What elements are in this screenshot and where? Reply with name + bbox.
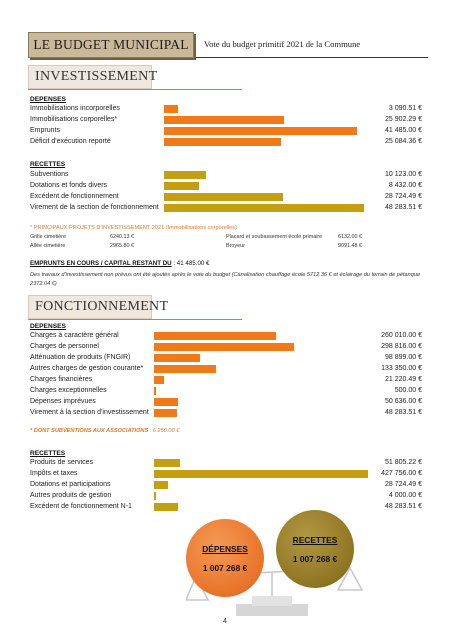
budget-row-value: 3 090.51 €	[388, 105, 422, 112]
budget-row-bar	[154, 343, 294, 351]
budget-row-value: 50 636.00 €	[385, 398, 422, 405]
budget-row-value: 4 000.00 €	[388, 492, 422, 499]
budget-row-bar	[154, 492, 156, 500]
subventions-note	[30, 428, 179, 434]
projet-amount: 6132.00 €	[338, 234, 362, 240]
budget-row	[30, 408, 422, 418]
budget-row	[30, 342, 422, 352]
budget-row-label: Déficit d'exécution reporté	[30, 138, 111, 145]
budget-row-bar	[154, 376, 164, 384]
budget-row-value: 10 123.00 €	[385, 171, 422, 178]
budget-row	[30, 203, 422, 213]
projet-label: Allée cimetière	[30, 243, 66, 249]
budget-row-bar	[154, 354, 200, 362]
inv-recettes-heading: RECETTES	[30, 161, 66, 168]
travaux-note: Des travaux d'investissement non prévus ont été ajoutés après le vote du budget (Canalisation chauffage école 5712.36 € et éclairage du terrain de pétanque 2372.04 €)	[30, 272, 421, 287]
page-number: 4	[223, 618, 227, 625]
budget-row	[30, 181, 422, 191]
budget-row	[30, 331, 422, 341]
budget-row-value: 21 220.49 €	[385, 376, 422, 383]
budget-row-label: Subventions	[30, 171, 69, 178]
budget-row-value: 427 756.00 €	[381, 470, 422, 477]
budget-row-bar	[154, 470, 368, 478]
budget-row-value: 48 283.51 €	[385, 204, 422, 211]
budget-row-bar	[164, 105, 178, 113]
budget-row-value: 48 283.51 €	[385, 503, 422, 510]
budget-row-label: Autres charges de gestion courante*	[30, 365, 144, 372]
recettes-total-circle	[276, 510, 354, 588]
title-rule	[196, 57, 428, 58]
budget-row-bar	[164, 171, 206, 179]
budget-row-bar	[154, 332, 276, 340]
section-title-fonctionnement: FONCTIONNEMENT	[28, 295, 152, 319]
budget-row	[30, 386, 422, 396]
budget-row-label: Excédent de fonctionnement	[30, 193, 119, 200]
budget-row-label: Charges exceptionnelles	[30, 387, 107, 394]
budget-row-bar	[154, 481, 168, 489]
page-title: LE BUDGET MUNICIPAL	[28, 32, 194, 58]
projet-label: Broyeur	[226, 243, 245, 249]
budget-row-label: Charges de personnel	[30, 343, 99, 350]
budget-row-label: Dotations et participations	[30, 481, 111, 488]
section-title-investissement: INVESTISSEMENT	[28, 65, 152, 89]
depenses-total-title: DÉPENSES	[202, 543, 248, 554]
budget-row	[30, 397, 422, 407]
budget-row-bar	[164, 182, 199, 190]
budget-row-label: Emprunts	[30, 127, 60, 134]
subventions-note-value: : 6 250.00 €	[148, 428, 180, 434]
budget-row-value: 260 010.00 €	[381, 332, 422, 339]
page-subtitle: Vote du budget primitif 2021 de la Commune	[204, 39, 361, 49]
budget-row-label: Immobilisations corporelles*	[30, 116, 118, 123]
recettes-total-title: RECETTES	[292, 534, 338, 545]
budget-row	[30, 170, 422, 180]
budget-row	[30, 480, 422, 490]
inv-depenses-heading: DEPENSES	[30, 96, 66, 103]
budget-row	[30, 115, 422, 125]
budget-row-value: 298 816.00 €	[381, 343, 422, 350]
depenses-total-circle	[186, 519, 264, 597]
budget-row-label: Virement à la section d'investissement	[30, 409, 149, 416]
budget-row-label: Atténuation de produits (FNGIR)	[30, 354, 131, 361]
fonc-depenses-heading: DEPENSES	[30, 323, 66, 330]
budget-row	[30, 502, 422, 512]
budget-row-value: 51 805.22 €	[385, 459, 422, 466]
emprunts-line	[30, 260, 210, 267]
emprunts-label: EMPRUNTS EN COURS / CAPITAL RESTANT DU	[30, 260, 172, 267]
budget-row-bar	[164, 138, 281, 146]
budget-row-label: Charges à caractère général	[30, 332, 119, 339]
budget-row	[30, 458, 422, 468]
projet-label: Placard et soubassement école primaire	[226, 234, 323, 240]
budget-row-bar	[164, 204, 364, 212]
budget-row-label: Autres produits de gestion	[30, 492, 112, 499]
budget-row-label: Charges financières	[30, 376, 93, 383]
budget-row-bar	[154, 398, 178, 406]
budget-row-bar	[154, 459, 180, 467]
budget-row-label: Immobilisations incorporelles	[30, 105, 120, 112]
subventions-note-label: * DONT SUBVENTIONS AUX ASSOCIATIONS	[30, 428, 149, 434]
budget-row-value: 98 899.00 €	[385, 354, 422, 361]
budget-row-label: Dépenses imprévues	[30, 398, 96, 405]
budget-row	[30, 104, 422, 114]
budget-row-value: 48 283.51 €	[385, 409, 422, 416]
projet-amount: 6240.13 €	[110, 234, 134, 240]
budget-row-label: Produits de services	[30, 459, 94, 466]
budget-row-bar	[164, 127, 357, 135]
budget-row-value: 28 724.49 €	[385, 193, 422, 200]
budget-row-bar	[154, 503, 178, 511]
budget-row-value: 28 724.49 €	[385, 481, 422, 488]
budget-row-bar	[164, 116, 284, 124]
budget-row-value: 8 432.00 €	[388, 182, 422, 189]
depenses-total-value: 1 007 268 €	[202, 562, 248, 573]
budget-row-value: 25 902.29 €	[385, 116, 422, 123]
budget-row-value: 41 485.00 €	[385, 127, 422, 134]
budget-row	[30, 126, 422, 136]
budget-row-value: 500.00 €	[394, 387, 422, 394]
budget-row-bar	[154, 409, 177, 417]
projet-amount: 2965.80 €	[110, 243, 134, 249]
budget-row-value: 25 084.36 €	[385, 138, 422, 145]
budget-row-value: 133 350.00 €	[381, 365, 422, 372]
section-rule	[28, 89, 242, 90]
budget-row	[30, 491, 422, 501]
projet-amount: 9091.48 €	[338, 243, 362, 249]
budget-row-label: Excédent de fonctionnement N-1	[30, 503, 132, 510]
projets-note: * PRINCIPAUX PROJETS D'INVESTISSEMENT 2021 (Immobilisations corporelles)	[30, 225, 237, 231]
recettes-total-value: 1 007 268 €	[292, 553, 338, 564]
budget-row-bar	[164, 193, 283, 201]
budget-row	[30, 353, 422, 363]
budget-row-bar	[154, 387, 156, 395]
budget-row-label: Dotations et fonds divers	[30, 182, 108, 189]
budget-row	[30, 137, 422, 147]
budget-row	[30, 192, 422, 202]
budget-row	[30, 469, 422, 479]
section-rule	[28, 319, 242, 320]
budget-row-label: Virement de la section de fonctionnement	[30, 204, 159, 211]
budget-row-label: Impôts et taxes	[30, 470, 78, 477]
emprunts-value: : 41 485.00 €	[171, 260, 210, 267]
budget-row	[30, 375, 422, 385]
budget-row	[30, 364, 422, 374]
budget-row-bar	[154, 365, 216, 373]
projet-label: Grille cimetière	[30, 234, 66, 240]
fonc-recettes-heading: RECETTES	[30, 450, 66, 457]
